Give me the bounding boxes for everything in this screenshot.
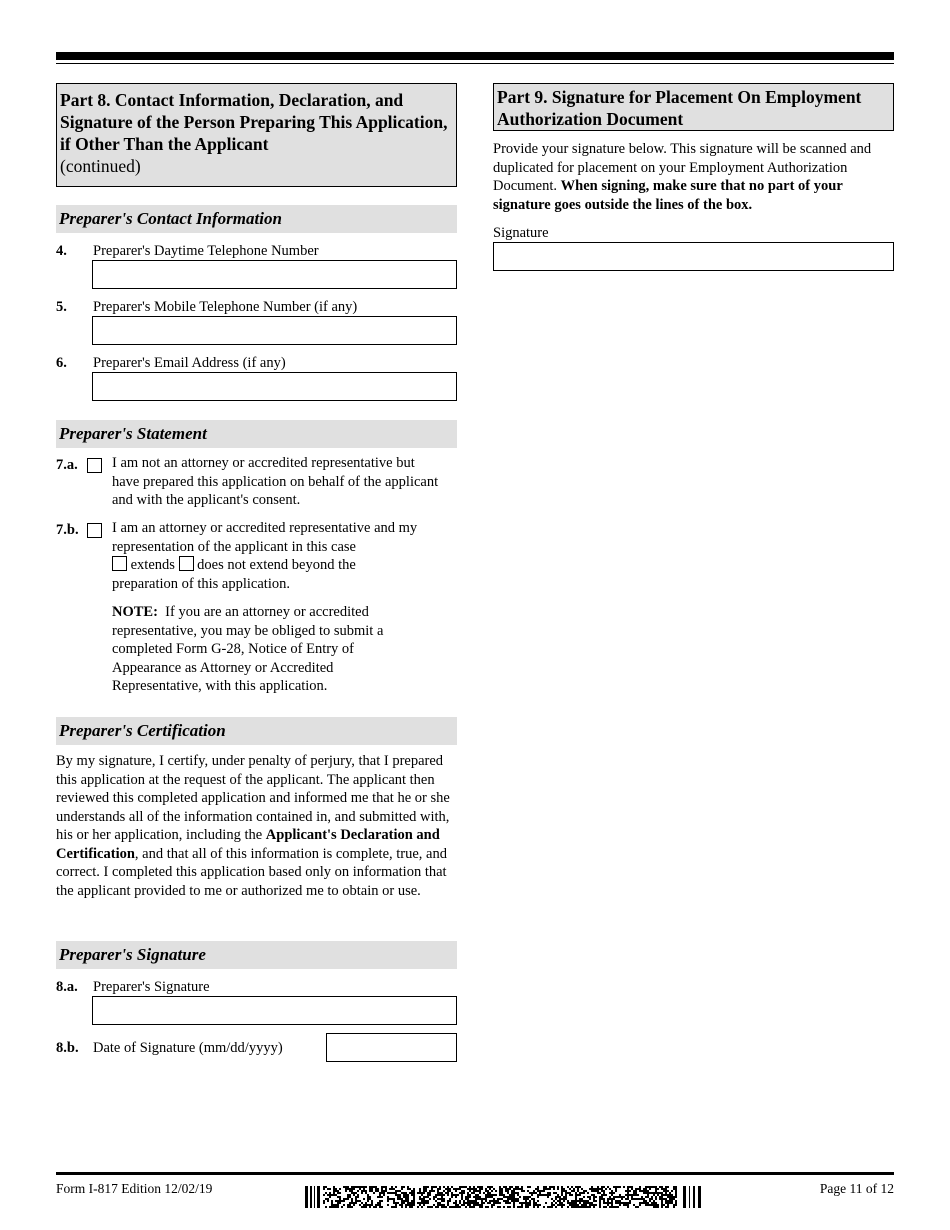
extends-label: extends — [130, 557, 175, 573]
item-5-label: Preparer's Mobile Telephone Number (if any) — [93, 299, 358, 315]
item-7b-checkbox[interactable] — [87, 523, 102, 538]
signature-section-heading: Preparer's Signature — [56, 941, 457, 969]
page-number: Page 11 of 12 — [819, 1181, 894, 1196]
item-8b-number: 8.b. — [56, 1040, 79, 1056]
part8-header — [56, 83, 457, 187]
top-rule-thin — [56, 63, 894, 64]
item-6-label: Preparer's Email Address (if any) — [93, 355, 286, 371]
item-4-number: 4. — [56, 243, 67, 259]
item-8a-number: 8.a. — [56, 979, 78, 995]
part9-header — [493, 83, 894, 131]
bottom-rule — [56, 1172, 894, 1175]
item-7a-number: 7.a. — [56, 457, 78, 473]
item-7b-text-end: preparation of this application. — [112, 575, 290, 592]
mobile-phone-input[interactable] — [92, 316, 457, 345]
item-7b-text — [112, 519, 442, 593]
item-7a-text: I am not an attorney or accredited representative but have prepared this application on behalf of the applicant and with the applicant's consent. — [112, 455, 439, 508]
email-input[interactable] — [92, 372, 457, 401]
part8-continued: (continued) — [60, 156, 141, 176]
part9-instructions: Provide your signature below. This signature will be scanned and duplicated for placement on your Employment Authorization Document. When signing, make sure that no part of your signature goes outside the lines of the box. — [493, 141, 872, 213]
form-edition: Form I-817 Edition 12/02/19 — [56, 1181, 213, 1196]
part8-title: Part 8. Contact Information, Declaration, and Signature of the Person Preparing This Application, if Other Than the Applicant — [60, 90, 448, 154]
note-label: NOTE: — [112, 604, 158, 620]
declaration-bold: Applicant's Declaration and Certification — [56, 827, 440, 862]
does-not-extend-checkbox[interactable] — [179, 556, 194, 571]
item-8a-label: Preparer's Signature — [93, 979, 210, 995]
item-7a-checkbox[interactable] — [87, 458, 102, 473]
part9-title: Part 9. Signature for Placement On Employment Authorization Document — [497, 87, 862, 129]
part9-warning: When signing, make sure that no part of your signature goes outside the lines of the box. — [493, 178, 843, 213]
statement-section-heading: Preparer's Statement — [56, 420, 457, 448]
certification-section-heading: Preparer's Certification — [56, 717, 457, 745]
extends-checkbox[interactable] — [112, 556, 127, 571]
item-7b-number: 7.b. — [56, 522, 79, 538]
certification-text: By my signature, I certify, under penalty of perjury, that I prepared this application at the request of the applicant. The applicant then reviewed this completed application and informed me that he or she understands all of the information contained in, and submitted with, his or her application, including the Applicant's Declaration and Certification, and that all of this information is complete, true, and correct. I completed this application based only on information that the applicant provided to me or authorized me to obtain or use. — [56, 753, 450, 899]
note-paragraph — [112, 603, 417, 696]
applicant-signature-label: Signature — [493, 225, 549, 241]
top-rule-thick — [56, 52, 894, 60]
signature-date-input[interactable] — [326, 1033, 457, 1062]
item-8b-label: Date of Signature (mm/dd/yyyy) — [93, 1040, 283, 1056]
contact-section-heading: Preparer's Contact Information — [56, 205, 457, 233]
barcode-icon — [305, 1186, 705, 1208]
applicant-signature-input[interactable] — [493, 242, 894, 271]
item-5-number: 5. — [56, 299, 67, 315]
item-6-number: 6. — [56, 355, 67, 371]
item-7b-text-start: I am an attorney or accredited representative and my representation of the applicant in this case — [112, 520, 418, 555]
item-4-label: Preparer's Daytime Telephone Number — [93, 243, 319, 259]
note-text: If you are an attorney or accredited representative, you may be obliged to submit a completed Form G-28, Notice of Entry of Appearance as Attorney or Accredited Representative, with this application. — [112, 604, 384, 694]
preparer-signature-input[interactable] — [92, 996, 457, 1025]
daytime-phone-input[interactable] — [92, 260, 457, 289]
does-not-extend-label: does not extend beyond the — [197, 557, 356, 573]
